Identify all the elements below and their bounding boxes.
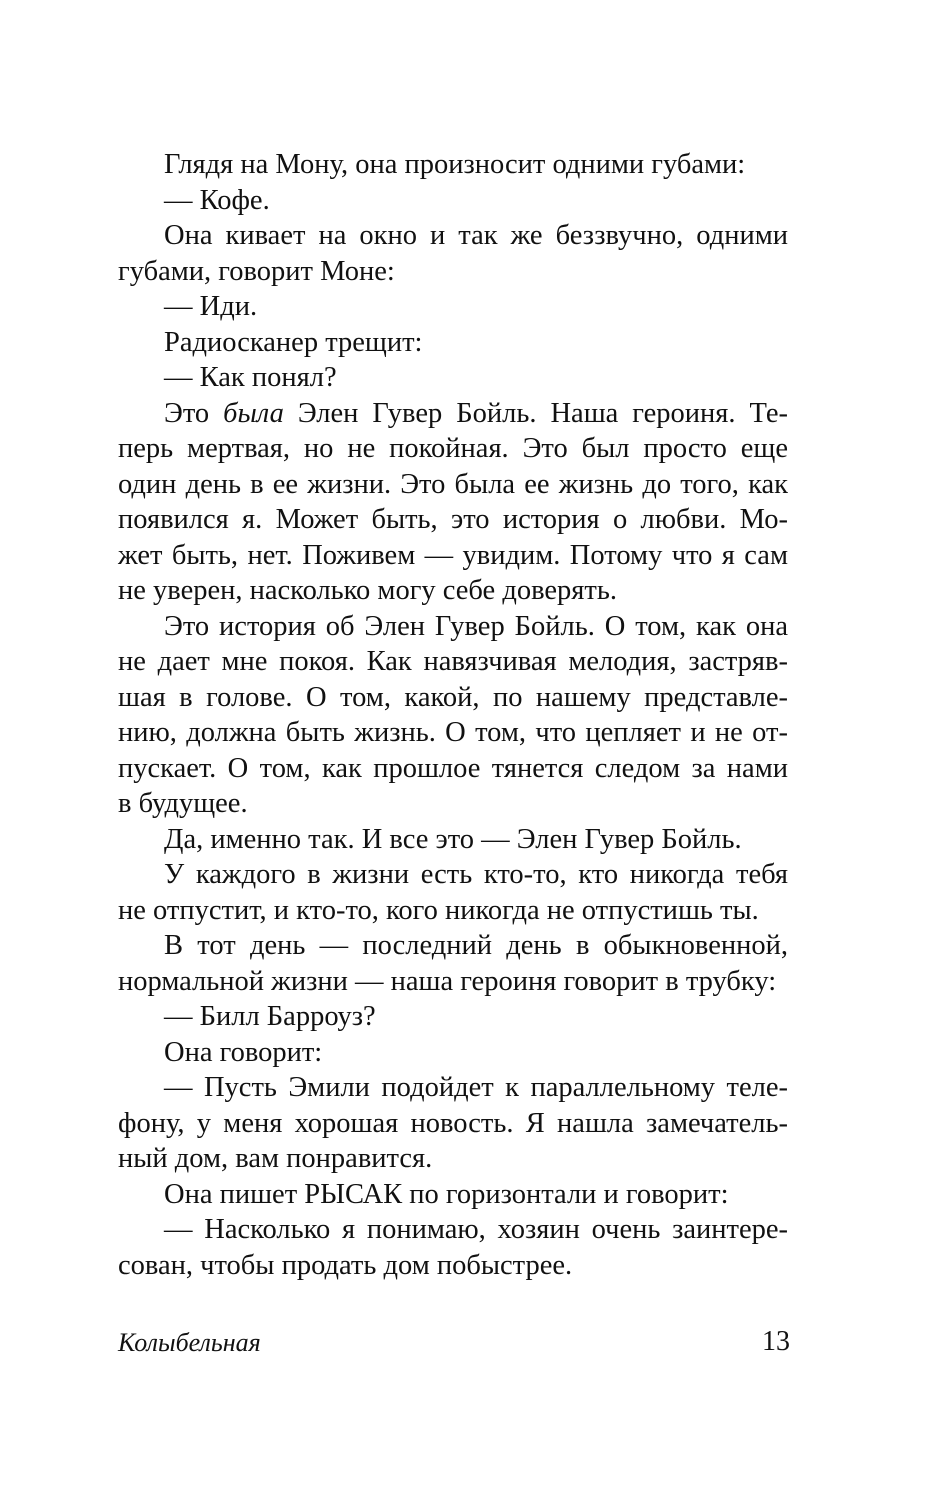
running-footer-title: Колыбельная: [118, 1328, 261, 1357]
paragraph-line: появился я. Может быть, это история о любви. Мо-: [118, 504, 788, 535]
paragraph-line: губами, говорит Моне:: [118, 255, 395, 287]
paragraph-line: в будущее.: [118, 788, 248, 819]
italic-word: была: [223, 397, 284, 429]
paragraph-line: — Пусть Эмили подойдет к параллельному теле-: [164, 1072, 788, 1103]
paragraph-line: Радиосканер трещит:: [164, 326, 423, 358]
paragraph-line: шая в голове. О том, какой, по нашему представле-: [118, 681, 788, 713]
paragraph-line: не дает мне покоя. Как навязчивая мелодия, застряв-: [118, 646, 788, 677]
paragraph-line: В тот день — последний день в обыкновенной,: [164, 930, 788, 961]
paragraph-line: Глядя на Мону, она произносит одними губами:: [164, 149, 746, 180]
paragraph-line: — Иди.: [164, 291, 258, 322]
paragraph-line: не отпустит, и кто-то, кого никогда не отпустишь ты.: [118, 894, 759, 926]
paragraph-line: Она пишет РЫСАК по горизонтали и говорит:: [164, 1178, 729, 1210]
paragraph-line: — Как понял?: [164, 362, 337, 393]
paragraph-line: Да, именно так. И все это — Элен Гувер Бойль.: [164, 823, 742, 855]
paragraph-line: пускает. О том, как прошлое тянется следом за нами: [118, 752, 788, 784]
paragraph-line: Она говорит:: [164, 1036, 323, 1068]
paragraph-line: жет быть, нет. Поживем — увидим. Потому что я сам: [118, 539, 788, 571]
paragraph-line: нию, должна быть жизнь. О том, что цепляет и не от-: [118, 717, 788, 748]
paragraph-line: — Насколько я понимаю, хозяин очень заинтере-: [164, 1214, 788, 1245]
paragraph-line: Это история об Элен Гувер Бойль. О том, как она: [164, 610, 788, 642]
paragraph-line: Она кивает на окно и так же беззвучно, одними: [164, 220, 788, 251]
paragraph-line: ный дом, вам понравится.: [118, 1143, 433, 1174]
paragraph-line: перь мертвая, но не покойная. Это был просто еще: [118, 433, 788, 464]
book-text: [118, 147, 788, 1283]
paragraph-line: один день в ее жизни. Это была ее жизнь до того, как: [118, 468, 788, 500]
paragraph-line: У каждого в жизни есть кто-то, кто никогда тебя: [164, 859, 788, 890]
paragraph-line: — Кофе.: [164, 184, 270, 216]
paragraph-line: — Билл Барроуз?: [164, 1001, 376, 1032]
paragraph-line: нормальной жизни — наша героиня говорит в трубку:: [118, 965, 777, 997]
page-number: 13: [762, 1326, 790, 1357]
text-run: Это: [164, 397, 224, 429]
paragraph-line: [118, 396, 788, 432]
paragraph-line: фону, у меня хорошая новость. Я нашла замечатель-: [118, 1107, 788, 1139]
text-run: Элен Гувер Бойль. Наша героиня. Те-: [283, 397, 788, 429]
paragraph-line: сован, чтобы продать дом побыстрее.: [118, 1249, 573, 1281]
paragraph-line: не уверен, насколько могу себе доверять.: [118, 575, 617, 606]
